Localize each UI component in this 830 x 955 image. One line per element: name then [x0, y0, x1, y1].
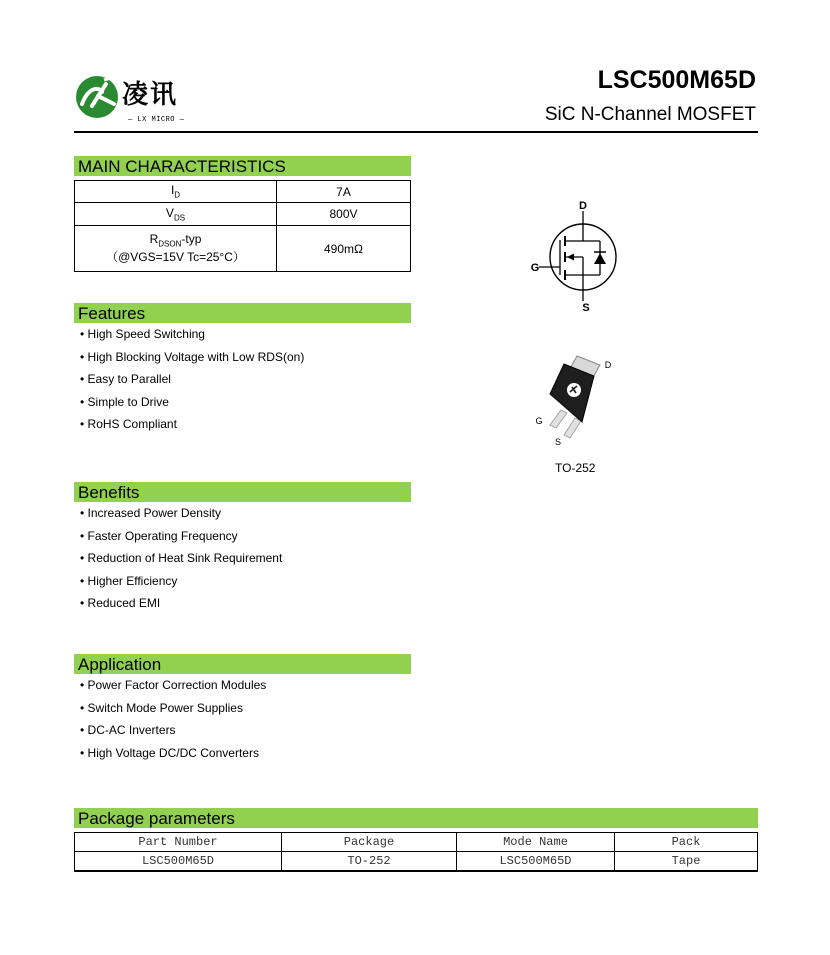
list-item: • High Voltage DC/DC Converters — [80, 746, 266, 769]
benefits-list — [80, 506, 282, 619]
list-item: • DC-AC Inverters — [80, 723, 266, 746]
mosfet-symbol-icon — [525, 195, 635, 317]
value-cell: 800V — [277, 203, 411, 226]
package-parameters-table — [74, 832, 758, 872]
table-cell: TO-252 — [282, 852, 457, 872]
to252-package-icon — [530, 352, 630, 452]
param-cell: $I_D$ — [75, 181, 277, 203]
table-row — [75, 203, 411, 226]
application-list — [80, 678, 266, 768]
list-item: • Reduction of Heat Sink Requirement — [80, 551, 282, 574]
pin-label-g: G — [530, 262, 540, 274]
list-item: • High Speed Switching — [80, 327, 304, 350]
column-header: Package — [282, 833, 457, 852]
list-item: • Simple to Drive — [80, 395, 304, 418]
application-heading: Application — [74, 654, 411, 674]
value-cell: 7A — [277, 181, 411, 203]
table-cell: Tape — [615, 852, 758, 872]
list-item: • Power Factor Correction Modules — [80, 678, 266, 701]
pin-label-d: D — [579, 200, 587, 212]
column-header: Mode Name — [457, 833, 615, 852]
table-cell: LSC500M65D — [457, 852, 615, 872]
column-header: Pack — [615, 833, 758, 852]
header-divider — [74, 131, 758, 133]
pkg-pin-d: D — [604, 360, 612, 370]
logo-mark-icon — [74, 74, 122, 120]
benefits-heading: Benefits — [74, 482, 411, 502]
list-item: • Switch Mode Power Supplies — [80, 701, 266, 724]
list-item: • RoHS Compliant — [80, 417, 304, 440]
pkg-pin-g: G — [535, 416, 543, 426]
package-label: TO-252 — [555, 461, 596, 475]
column-header: Part Number — [75, 833, 282, 852]
main-characteristics-heading: MAIN CHARACTERISTICS — [74, 156, 411, 176]
table-row — [75, 181, 411, 203]
table-cell: LSC500M65D — [75, 852, 282, 872]
list-item: • Faster Operating Frequency — [80, 529, 282, 552]
list-item: • Reduced EMI — [80, 596, 282, 619]
logo-subtext: — LX MICRO — — [128, 116, 185, 124]
package-parameters-heading: Package parameters — [74, 808, 758, 828]
table-row — [75, 226, 411, 272]
param-cell: $V_{DS}$ — [75, 203, 277, 226]
pkg-pin-s: S — [554, 437, 562, 447]
table-header-row — [75, 833, 758, 852]
list-item: • Higher Efficiency — [80, 574, 282, 597]
features-heading: Features — [74, 303, 411, 323]
list-item: • Easy to Parallel — [80, 372, 304, 395]
list-item: • Increased Power Density — [80, 506, 282, 529]
features-list — [80, 327, 304, 440]
logo-text: 凌讯 — [122, 80, 179, 110]
main-characteristics-table — [74, 180, 411, 272]
list-item: • High Blocking Voltage with Low RDS(on) — [80, 350, 304, 373]
pin-label-s: S — [582, 302, 590, 314]
table-row — [75, 852, 758, 872]
value-cell: 490mΩ — [277, 226, 411, 272]
device-subtitle: SiC N-Channel MOSFET — [544, 104, 756, 125]
param-cell: $R_{DSON}$-typ （@VGS=15V Tc=25°C） — [75, 226, 277, 272]
part-number-title: LSC500M65D — [597, 66, 756, 94]
